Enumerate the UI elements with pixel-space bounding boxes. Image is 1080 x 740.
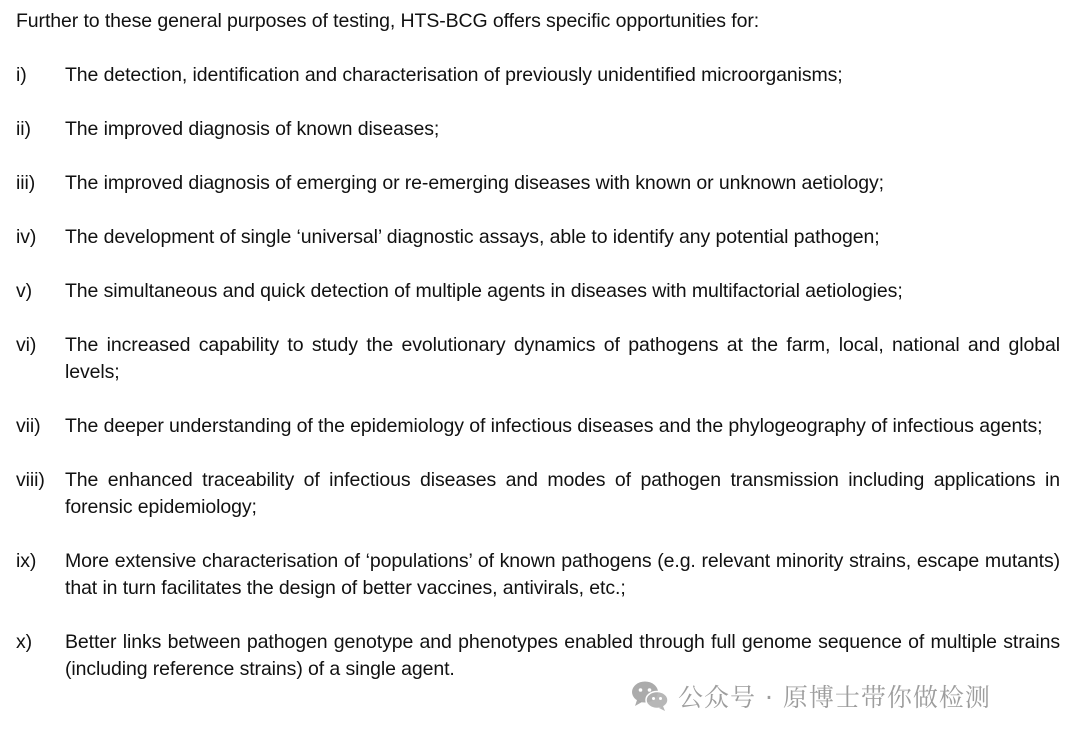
list-marker: iii) xyxy=(16,172,36,194)
list-item-text: Better links between pathogen genotype and phenotypes enabled through full genome sequence of multiple strains (including reference strains) of a single agent. xyxy=(65,631,1060,680)
list-item xyxy=(16,413,1060,440)
list-marker: vii) xyxy=(16,415,41,437)
list-marker: iv) xyxy=(16,226,37,248)
list-item-text: The deeper understanding of the epidemiology of infectious diseases and the phylogeography of infectious agents; xyxy=(65,415,1043,437)
list-item xyxy=(16,467,1060,521)
list-marker: viii) xyxy=(16,469,45,491)
list-item-text: The development of single ‘universal’ diagnostic assays, able to identify any potential pathogen; xyxy=(65,226,880,248)
list-item xyxy=(16,224,1060,251)
list-marker: ii) xyxy=(16,118,31,140)
list-item-text: The improved diagnosis of emerging or re-emerging diseases with known or unknown aetiology; xyxy=(65,172,885,194)
intro-paragraph: Further to these general purposes of testing, HTS-BCG offers specific opportunities for: xyxy=(16,10,760,32)
list-item-text: More extensive characterisation of ‘populations’ of known pathogens (e.g. relevant minority strains, escape mutants) that in turn facilitates the design of better vaccines, antivirals, etc.; xyxy=(65,550,1060,599)
list-item xyxy=(16,548,1060,602)
watermark-text: 公众号 · 原博士带你做检测 xyxy=(678,683,991,712)
list-item-text: The increased capability to study the evolutionary dynamics of pathogens at the farm, local, national and global levels; xyxy=(65,334,1060,383)
list-item xyxy=(16,278,1060,305)
opportunities-list xyxy=(16,62,1060,683)
wechat-icon xyxy=(630,679,670,713)
list-item xyxy=(16,116,1060,143)
list-marker: i) xyxy=(16,64,27,86)
list-item-text: The enhanced traceability of infectious diseases and modes of pathogen transmission including applications in forensic epidemiology; xyxy=(65,469,1060,518)
list-marker: v) xyxy=(16,280,33,302)
list-item xyxy=(16,332,1060,386)
list-marker: x) xyxy=(16,631,33,653)
list-item xyxy=(16,62,1060,89)
list-marker: vi) xyxy=(16,334,37,356)
document-body xyxy=(16,8,1060,710)
list-marker: ix) xyxy=(16,550,37,572)
list-item xyxy=(16,170,1060,197)
list-item-text: The detection, identification and characterisation of previously unidentified microorganisms; xyxy=(65,64,843,86)
list-item-text: The improved diagnosis of known diseases; xyxy=(65,118,440,140)
watermark xyxy=(630,676,991,716)
list-item-text: The simultaneous and quick detection of multiple agents in diseases with multifactorial aetiologies; xyxy=(65,280,903,302)
list-item xyxy=(16,629,1060,683)
